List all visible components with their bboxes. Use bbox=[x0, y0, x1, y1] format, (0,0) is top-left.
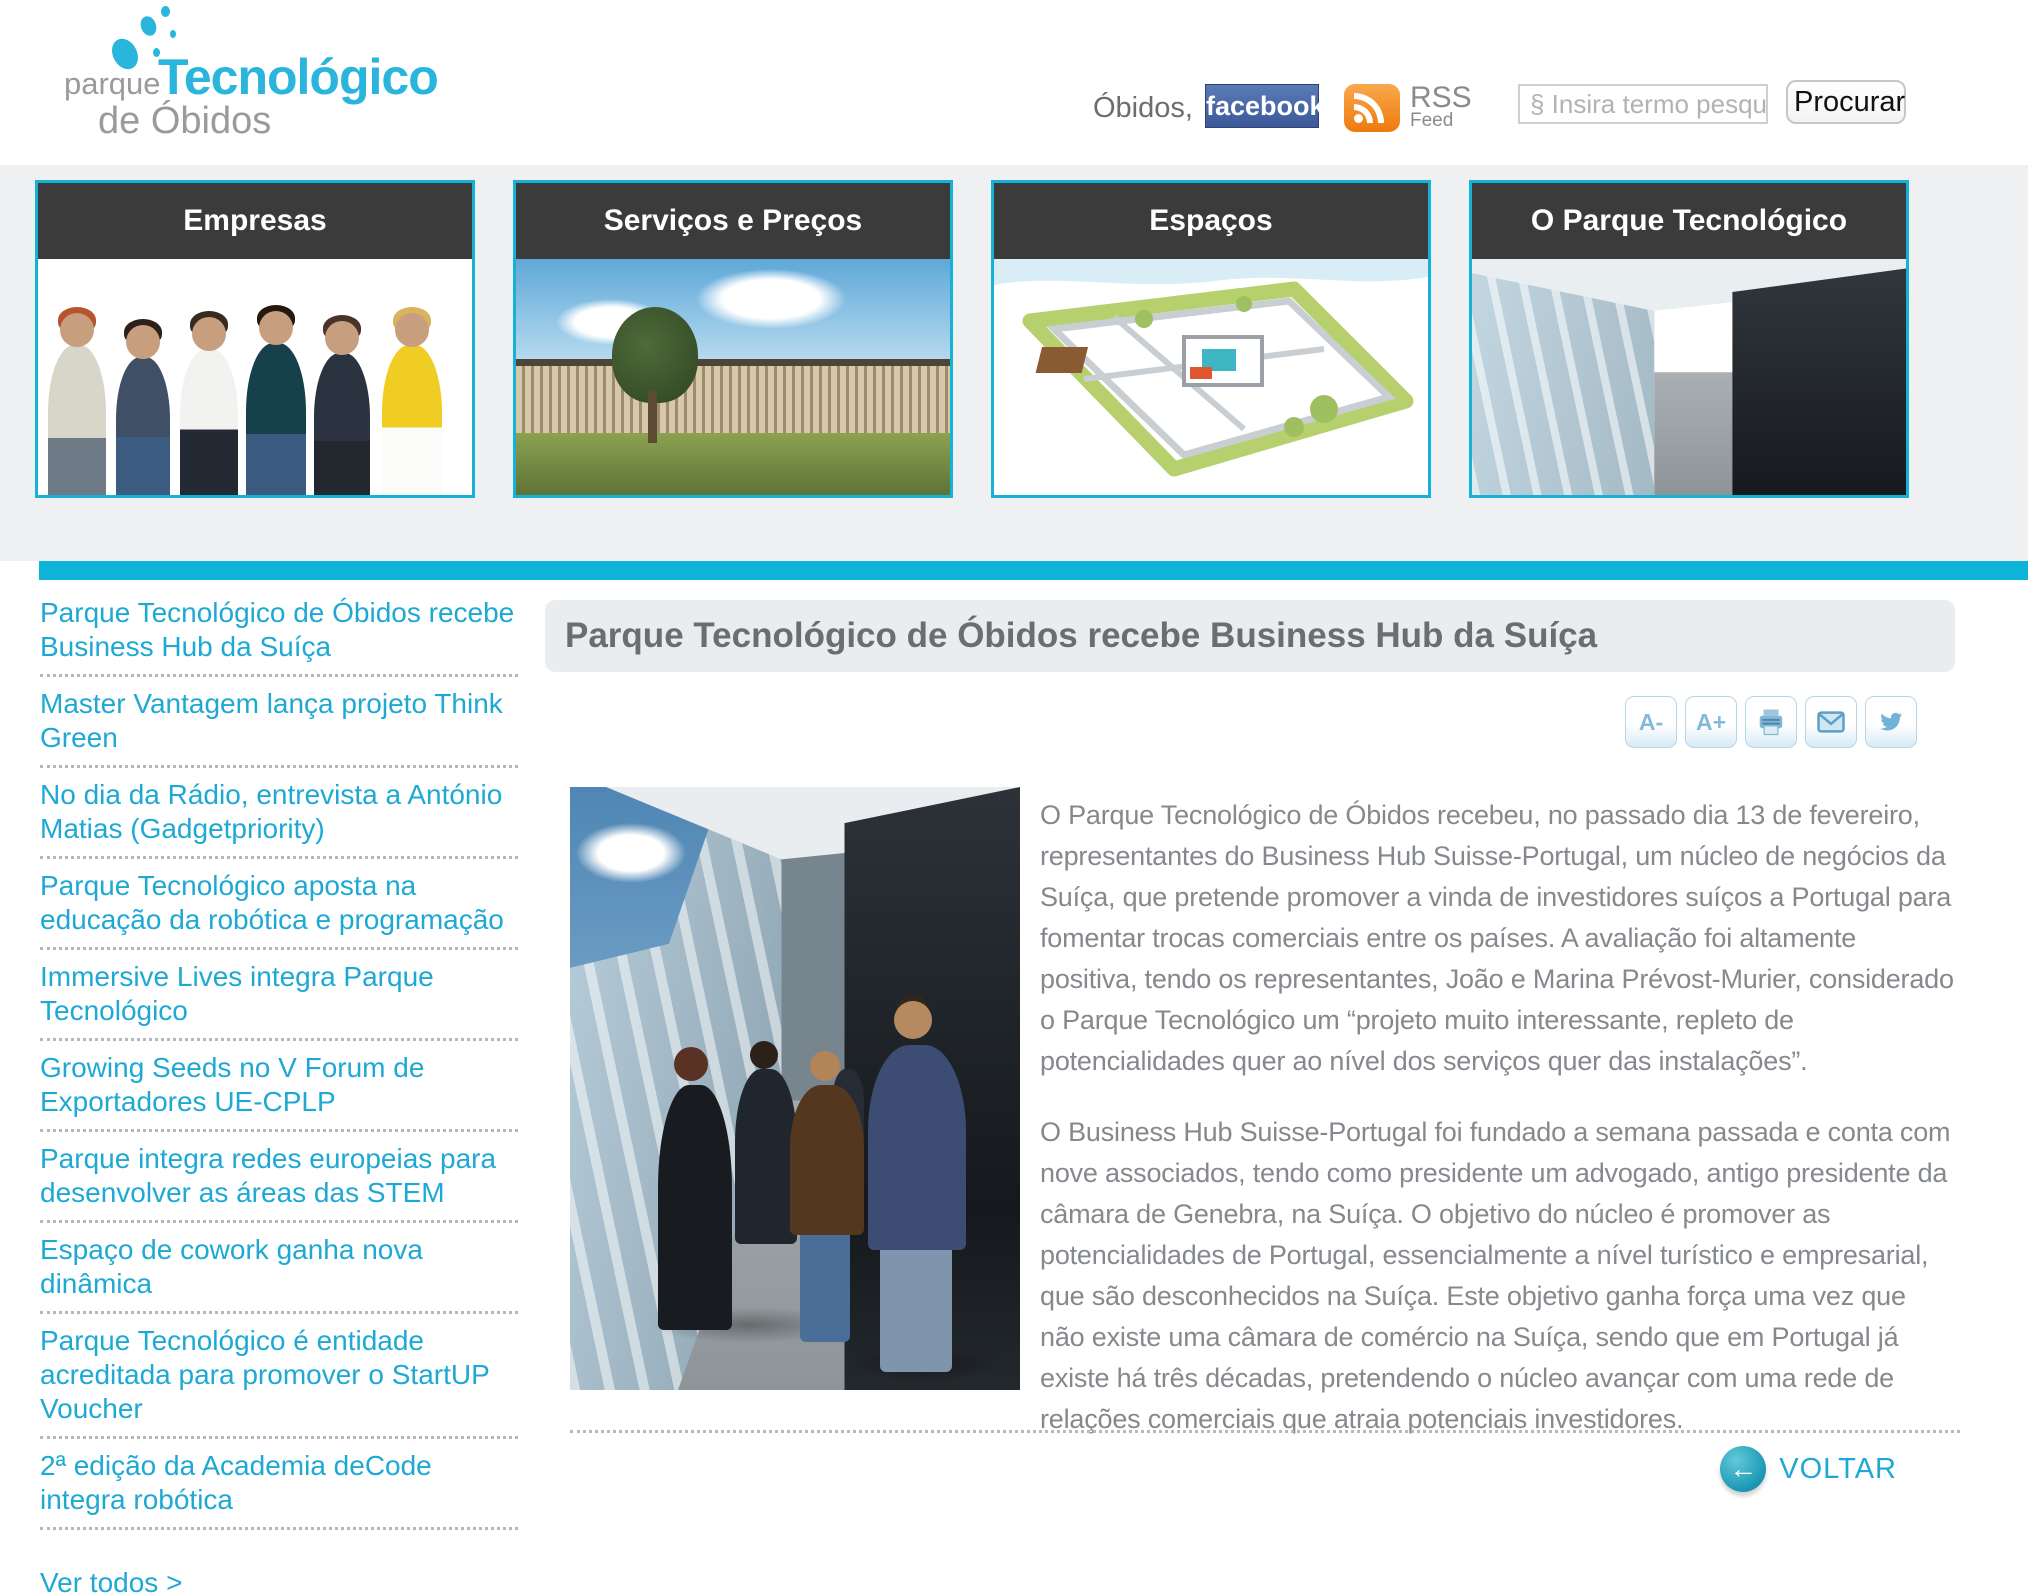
sidebar-news-link[interactable]: Growing Seeds no V Forum de Exportadores UE-CPLP bbox=[40, 1041, 518, 1132]
facebook-icon[interactable]: facebook bbox=[1205, 84, 1319, 128]
sidebar-news-link[interactable]: Parque integra redes europeias para desenvolver as áreas das STEM bbox=[40, 1132, 518, 1223]
email-icon bbox=[1816, 707, 1846, 737]
back-icon: ← bbox=[1720, 1446, 1766, 1492]
sidebar-news-link[interactable]: 2ª edição da Academia deCode integra robótica bbox=[40, 1439, 518, 1530]
email-button[interactable] bbox=[1805, 696, 1857, 748]
nav-card-label: Empresas bbox=[38, 183, 472, 259]
nav-card-label: Espaços bbox=[994, 183, 1428, 259]
teal-divider-bar bbox=[39, 561, 2028, 580]
nav-card-servicos-e-precos[interactable] bbox=[513, 180, 953, 498]
back-label: VOLTAR bbox=[1779, 1452, 1897, 1485]
logo-word-parque: parque bbox=[64, 66, 161, 101]
nav-card-label: O Parque Tecnológico bbox=[1472, 183, 1906, 259]
font-decrease-button[interactable]: A- bbox=[1625, 696, 1677, 748]
sidebar-news-link[interactable]: Espaço de cowork ganha nova dinâmica bbox=[40, 1223, 518, 1314]
article-paragraph-2: O Business Hub Suisse-Portugal foi fundado a semana passada e conta com nove associados, tendo como presidente um advogado, antigo presidente da câmara de Genebra, na Suíça. O objetivo do núcleo é promover as potencialidades de Portugal, essencialmente a nível turístico e empresarial, que são desconhecidos na Suíça. Este objetivo ganha força uma vez que não existe uma câmara de comércio na Suíça, sendo que em Portugal já existe há três décadas, pretendendo o núcleo avançar com uma rede de relações comerciais que atraia potenciais investidores. bbox=[1040, 1117, 1951, 1434]
nav-card-empresas[interactable] bbox=[35, 180, 475, 498]
nav-card-label: Serviços e Preços bbox=[516, 183, 950, 259]
search-input[interactable] bbox=[1518, 84, 1768, 124]
site-logo[interactable] bbox=[58, 4, 438, 154]
article-photo-glass-corridor bbox=[570, 787, 1020, 1390]
espacos-masterplan-illustration bbox=[994, 259, 1428, 495]
header bbox=[0, 0, 2028, 165]
news-sidebar bbox=[40, 586, 518, 1596]
rss-icon[interactable] bbox=[1344, 84, 1400, 132]
parque-corridor-photo bbox=[1472, 259, 1906, 495]
nav-card-espacos[interactable] bbox=[991, 180, 1431, 498]
print-button[interactable] bbox=[1745, 696, 1797, 748]
font-increase-button[interactable]: A+ bbox=[1685, 696, 1737, 748]
rss-sublabel: Feed bbox=[1410, 110, 1454, 131]
article bbox=[545, 600, 1955, 1596]
logo-word-de-obidos: de Óbidos bbox=[98, 100, 272, 142]
servicos-photo bbox=[516, 259, 950, 495]
twitter-icon bbox=[1876, 707, 1906, 737]
obidos-link[interactable]: Óbidos, bbox=[1093, 92, 1193, 124]
print-icon bbox=[1756, 707, 1786, 737]
article-body bbox=[1040, 795, 1955, 1470]
sidebar-news-link[interactable]: Parque Tecnológico aposta na educação da robótica e programação bbox=[40, 859, 518, 950]
nav-card-o-parque-tecnologico[interactable] bbox=[1469, 180, 1909, 498]
sidebar-news-link[interactable]: No dia da Rádio, entrevista a António Matias (Gadgetpriority) bbox=[40, 768, 518, 859]
article-title: Parque Tecnológico de Óbidos recebe Business Hub da Suíça bbox=[545, 600, 1955, 672]
rss-feed-link[interactable] bbox=[1410, 81, 1472, 131]
twitter-button[interactable] bbox=[1865, 696, 1917, 748]
view-all-link[interactable]: Ver todos > bbox=[40, 1556, 518, 1596]
article-paragraph-1: O Parque Tecnológico de Óbidos recebeu, no passado dia 13 de fevereiro, representantes do Business Hub Suisse-Portugal, um núcleo de negócios da Suíça, que pretende promover a vinda de investidores suíços a Portugal para fomentar trocas comerciais entre os países. A avaliação foi altamente positiva, tendo os representantes, João e Marina Prévost-Murier, considerado o Parque Tecnológico um “projeto muito interessante, repleto de potencialidades quer ao nível dos serviços quer das instalações”. bbox=[1040, 800, 1954, 1076]
sidebar-news-link[interactable]: Master Vantagem lança projeto Think Green bbox=[40, 677, 518, 768]
rss-label: RSS bbox=[1410, 81, 1472, 114]
logo-word-tecnologico: Tecnológico bbox=[158, 49, 438, 105]
article-toolbar bbox=[1625, 696, 1917, 748]
sidebar-news-link[interactable]: Parque Tecnológico de Óbidos recebe Business Hub da Suíça bbox=[40, 586, 518, 677]
back-button[interactable] bbox=[1720, 1446, 1897, 1492]
article-divider bbox=[570, 1430, 1960, 1433]
nav-band bbox=[0, 165, 2028, 561]
search-button[interactable]: Procurar bbox=[1786, 80, 1906, 124]
sidebar-news-link[interactable]: Immersive Lives integra Parque Tecnológico bbox=[40, 950, 518, 1041]
empresas-photo bbox=[38, 259, 472, 495]
sidebar-news-link[interactable]: Parque Tecnológico é entidade acreditada para promover o StartUP Voucher bbox=[40, 1314, 518, 1439]
